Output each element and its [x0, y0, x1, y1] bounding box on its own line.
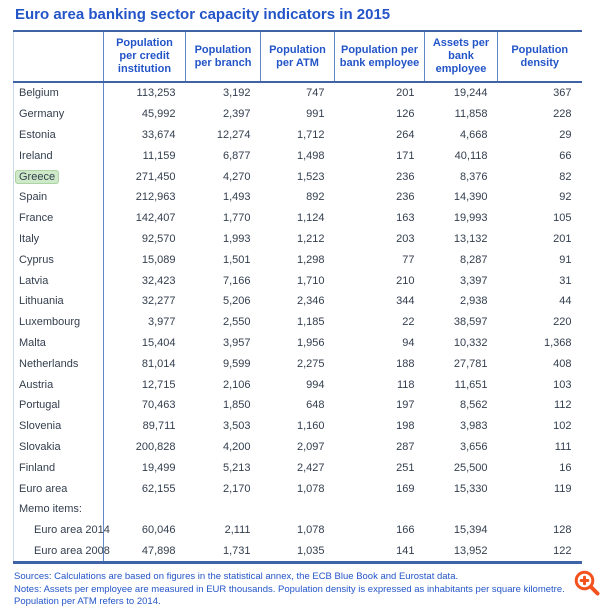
value-cell: 3,656 — [459, 440, 488, 453]
value-cell: 1,710 — [296, 274, 325, 287]
row-label-cell — [14, 416, 104, 437]
table-row — [14, 353, 582, 374]
value-cell: 1,850 — [222, 399, 251, 412]
value-cell: 27,781 — [453, 357, 488, 370]
table-row — [14, 478, 582, 499]
value-cell: 994 — [306, 378, 325, 391]
column-header: Population density — [498, 31, 582, 82]
row-label: Estonia — [19, 128, 56, 141]
value-cell: 4,668 — [459, 128, 488, 141]
value-cell: 2,346 — [296, 295, 325, 308]
value-cell: 5,213 — [222, 461, 251, 474]
value-cell: 2,111 — [224, 524, 251, 537]
value-cell: 1,501 — [222, 253, 251, 266]
value-cell — [498, 499, 582, 520]
value-cell: 2,097 — [296, 440, 325, 453]
capacity-indicators-table — [13, 30, 582, 564]
table-row — [14, 291, 582, 312]
table-row — [14, 374, 582, 395]
value-cell: 991 — [306, 108, 325, 121]
row-label: Italy — [19, 232, 40, 245]
value-cell: 201 — [396, 87, 415, 100]
value-cell: 1,956 — [296, 336, 325, 349]
table-row — [14, 437, 582, 458]
row-label-cell — [14, 478, 104, 499]
value-cell: 2,106 — [222, 378, 251, 391]
value-cell: 1,712 — [296, 128, 325, 141]
value-cell: 47,898 — [104, 541, 186, 563]
table-row — [14, 82, 582, 104]
row-label: Slovenia — [19, 420, 62, 433]
row-label: Spain — [19, 191, 48, 204]
table-row — [14, 104, 582, 125]
value-cell: 2,170 — [222, 482, 251, 495]
value-cell: 60,046 — [104, 520, 186, 541]
table-header-row — [14, 31, 582, 82]
value-cell — [261, 499, 335, 520]
value-cell: 408 — [553, 357, 572, 370]
column-header: Population per ATM — [261, 31, 335, 82]
value-cell: 126 — [396, 108, 415, 121]
row-label-cell — [14, 353, 104, 374]
value-cell: 1,498 — [296, 149, 325, 162]
value-cell: 212,963 — [104, 187, 186, 208]
value-cell: 2,938 — [459, 295, 488, 308]
value-cell: 236 — [396, 191, 415, 204]
value-cell: 31 — [559, 274, 572, 287]
column-header: Population per credit institution — [104, 31, 186, 82]
value-cell: 1,523 — [296, 170, 325, 183]
value-cell: 62,155 — [104, 478, 186, 499]
sources-note: Sources: Calculations are based on figures in the statistical annex, the ECB Blue Book and Eurostat data. — [14, 571, 459, 583]
row-label: Belgium — [19, 87, 59, 100]
row-label: Luxembourg — [19, 316, 81, 329]
row-label-cell — [14, 541, 110, 563]
column-header: Population per bank employee — [335, 31, 425, 82]
row-label: Portugal — [19, 399, 60, 412]
value-cell: 92,570 — [104, 229, 186, 250]
value-cell: 105 — [553, 212, 572, 225]
value-cell: 1,078 — [296, 524, 325, 537]
row-label-cell — [14, 333, 104, 354]
value-cell: 197 — [396, 399, 415, 412]
row-label-cell — [14, 208, 104, 229]
value-cell: 12,715 — [104, 374, 186, 395]
value-cell: 7,166 — [222, 274, 251, 287]
value-cell: 91 — [559, 253, 572, 266]
row-label: Latvia — [19, 274, 49, 287]
value-cell: 198 — [396, 420, 415, 433]
value-cell: 1,368 — [543, 336, 572, 349]
value-cell: 15,089 — [104, 249, 186, 270]
table-row — [14, 125, 582, 146]
value-cell: 747 — [306, 87, 325, 100]
value-cell: 1,160 — [296, 420, 325, 433]
value-cell: 3,957 — [222, 336, 251, 349]
value-cell: 201 — [553, 232, 572, 245]
row-label-cell — [14, 125, 104, 146]
value-cell: 141 — [396, 544, 415, 557]
value-cell: 32,277 — [104, 291, 186, 312]
table-row — [14, 187, 582, 208]
value-cell: 118 — [396, 378, 415, 391]
value-cell: 13,132 — [453, 232, 488, 245]
table-row — [14, 249, 582, 270]
value-cell: 29 — [559, 128, 572, 141]
value-cell: 15,404 — [104, 333, 186, 354]
row-label: Finland — [19, 461, 56, 474]
value-cell: 89,711 — [104, 416, 186, 437]
row-label: Cyprus — [19, 253, 54, 266]
row-label: France — [19, 212, 54, 225]
value-cell: 16 — [559, 461, 572, 474]
row-label: Lithuania — [19, 295, 64, 308]
table-row — [14, 145, 582, 166]
value-cell: 264 — [396, 128, 415, 141]
value-cell: 25,500 — [453, 461, 488, 474]
value-cell: 271,450 — [104, 166, 186, 187]
row-label-cell — [14, 457, 104, 478]
table-row — [14, 229, 582, 250]
value-cell: 77 — [402, 253, 415, 266]
value-cell: 14,390 — [453, 191, 488, 204]
row-label-cell — [14, 499, 104, 520]
value-cell: 15,394 — [453, 524, 488, 537]
value-cell: 169 — [396, 482, 415, 495]
value-cell: 367 — [553, 87, 572, 100]
row-label-cell — [14, 229, 104, 250]
value-cell: 10,332 — [453, 336, 488, 349]
value-cell: 3,983 — [459, 420, 488, 433]
row-label: Austria — [19, 378, 54, 391]
column-header: Assets per bank employee — [425, 31, 498, 82]
row-label-cell — [14, 374, 104, 395]
value-cell: 1,731 — [222, 544, 251, 557]
value-cell: 142,407 — [104, 208, 186, 229]
row-label-cell — [14, 249, 104, 270]
value-cell — [186, 499, 261, 520]
value-cell: 22 — [402, 316, 415, 329]
row-label-cell — [14, 145, 104, 166]
value-cell: 40,118 — [454, 149, 488, 162]
value-cell: 228 — [553, 108, 572, 121]
value-cell: 4,200 — [222, 440, 251, 453]
table-row — [14, 166, 582, 187]
table-row — [14, 457, 582, 478]
value-cell: 236 — [396, 170, 415, 183]
row-label: Slovakia — [19, 440, 61, 453]
value-cell: 1,212 — [296, 232, 325, 245]
row-label: Euro area 2014 — [34, 524, 110, 537]
value-cell: 9,599 — [222, 357, 251, 370]
row-label-cell — [14, 270, 104, 291]
value-cell: 1,770 — [222, 212, 251, 225]
table-row — [14, 270, 582, 291]
value-cell: 92 — [559, 191, 572, 204]
row-label-cell — [14, 437, 104, 458]
value-cell: 19,993 — [453, 212, 488, 225]
value-cell: 166 — [396, 524, 415, 537]
value-cell: 4,270 — [222, 170, 251, 183]
value-cell: 3,503 — [222, 420, 251, 433]
value-cell: 119 — [553, 482, 572, 495]
value-cell: 2,397 — [222, 108, 251, 121]
table-row — [14, 395, 582, 416]
value-cell: 8,287 — [459, 253, 488, 266]
value-cell: 648 — [306, 399, 325, 412]
row-label: Euro area 2008 — [34, 544, 110, 557]
value-cell: 8,562 — [459, 399, 488, 412]
row-label-cell — [14, 104, 104, 125]
table-notes — [14, 571, 574, 609]
value-cell: 45,992 — [104, 104, 186, 125]
zoom-icon[interactable] — [572, 568, 602, 598]
value-cell: 1,493 — [222, 191, 251, 204]
value-cell: 171 — [396, 149, 415, 162]
value-cell: 1,035 — [296, 544, 325, 557]
row-label-cell — [14, 312, 104, 333]
value-cell: 1,124 — [296, 212, 325, 225]
value-cell: 81,014 — [104, 353, 186, 374]
value-cell: 3,977 — [104, 312, 186, 333]
value-cell: 113,253 — [104, 82, 186, 104]
assets-note: Notes: Assets per employee are measured in EUR thousands. Population density is expressed as inhabitants per square kilometre. — [14, 583, 565, 595]
value-cell — [104, 499, 186, 520]
value-cell: 15,330 — [453, 482, 488, 495]
value-cell: 1,298 — [296, 253, 325, 266]
value-cell: 11,159 — [104, 145, 186, 166]
row-label: Netherlands — [19, 357, 79, 370]
value-cell: 287 — [396, 440, 415, 453]
value-cell: 2,275 — [296, 357, 325, 370]
value-cell: 251 — [396, 461, 415, 474]
value-cell: 3,397 — [459, 274, 488, 287]
value-cell: 5,206 — [222, 295, 251, 308]
value-cell: 122 — [553, 544, 572, 557]
value-cell: 11,858 — [454, 108, 488, 121]
value-cell: 1,185 — [296, 316, 325, 329]
value-cell: 11,651 — [454, 378, 488, 391]
table-row — [14, 333, 582, 354]
column-header: Population per branch — [186, 31, 261, 82]
row-label: Memo items: — [19, 503, 82, 516]
value-cell: 94 — [402, 336, 415, 349]
table-row — [14, 312, 582, 333]
value-cell: 19,244 — [453, 87, 488, 100]
row-label: Germany — [19, 108, 65, 121]
table-row — [14, 520, 582, 541]
value-cell: 188 — [396, 357, 415, 370]
value-cell: 8,376 — [459, 170, 488, 183]
value-cell: 163 — [396, 212, 415, 225]
value-cell: 12,274 — [216, 128, 251, 141]
value-cell: 66 — [559, 149, 572, 162]
value-cell: 2,550 — [222, 316, 251, 329]
value-cell: 82 — [559, 170, 572, 183]
value-cell: 6,877 — [222, 149, 251, 162]
value-cell: 102 — [553, 420, 572, 433]
value-cell: 3,192 — [222, 87, 251, 100]
row-label-cell — [14, 395, 104, 416]
value-cell: 220 — [553, 316, 572, 329]
value-cell: 128 — [553, 524, 572, 537]
table-row — [14, 499, 582, 520]
value-cell: 892 — [306, 191, 325, 204]
value-cell: 13,952 — [453, 544, 488, 557]
value-cell: 44 — [559, 295, 572, 308]
atm-note: Population per ATM refers to 2014. — [14, 596, 161, 608]
value-cell: 112 — [553, 399, 572, 412]
value-cell — [425, 499, 498, 520]
row-label-cell — [14, 166, 104, 187]
value-cell: 1,078 — [296, 482, 325, 495]
value-cell: 19,499 — [104, 457, 186, 478]
row-label: Malta — [19, 336, 46, 349]
row-label-cell — [14, 291, 104, 312]
row-label-cell — [14, 520, 110, 541]
value-cell: 203 — [396, 232, 415, 245]
table-row — [14, 208, 582, 229]
row-label-highlighted: Greece — [15, 170, 59, 184]
table-row — [14, 416, 582, 437]
value-cell: 2,427 — [296, 461, 325, 474]
value-cell: 38,597 — [453, 316, 488, 329]
page-title: Euro area banking sector capacity indicators in 2015 — [15, 6, 391, 23]
value-cell: 33,674 — [104, 125, 186, 146]
row-label: Euro area — [19, 482, 68, 495]
value-cell: 210 — [396, 274, 415, 287]
table-row — [14, 541, 582, 563]
value-cell: 1,993 — [222, 232, 251, 245]
value-cell: 70,463 — [104, 395, 186, 416]
value-cell: 32,423 — [104, 270, 186, 291]
value-cell: 103 — [553, 378, 572, 391]
value-cell: 200,828 — [104, 437, 186, 458]
corner-cell — [14, 31, 104, 82]
row-label: Ireland — [19, 149, 53, 162]
value-cell: 111 — [554, 440, 572, 453]
value-cell — [335, 499, 425, 520]
row-label-cell — [14, 82, 104, 104]
row-label-cell — [14, 187, 104, 208]
value-cell: 344 — [396, 295, 415, 308]
